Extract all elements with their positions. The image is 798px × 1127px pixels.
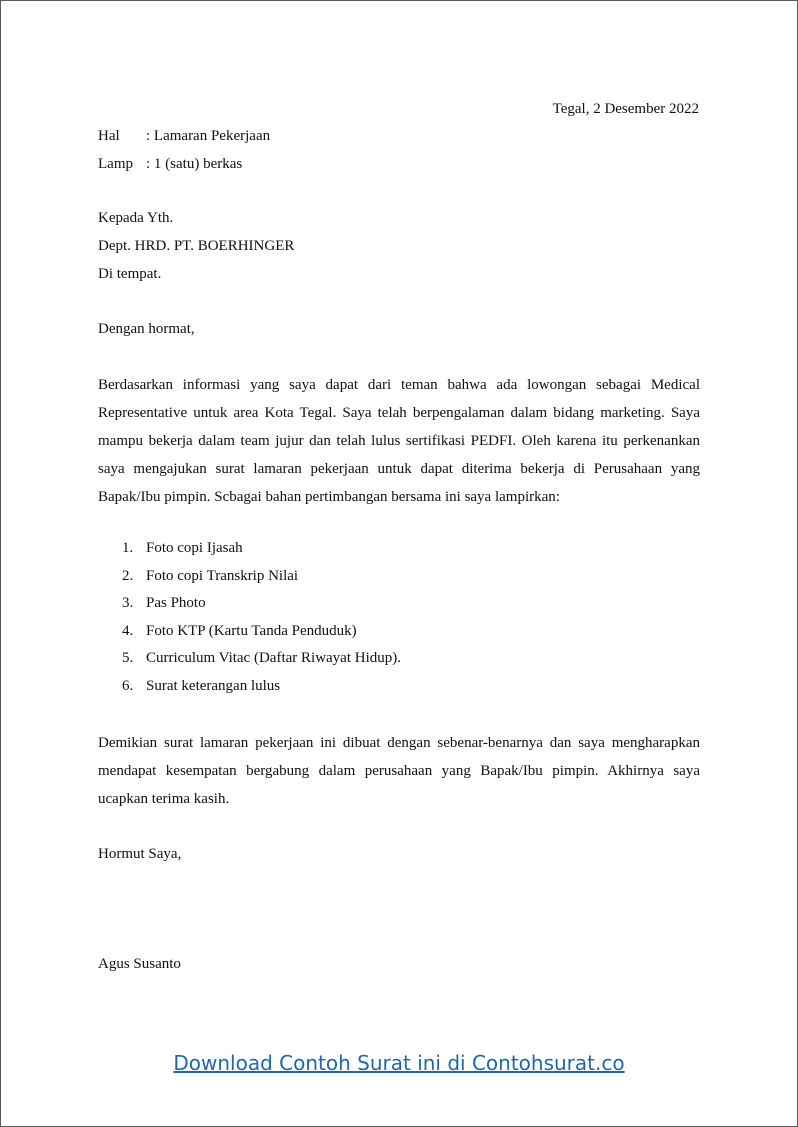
attachment-count-value: : 1 (satu) berkas (146, 156, 243, 172)
list-item-text: Foto KTP (Kartu Tanda Penduduk) (146, 622, 357, 639)
attachment-count-key: Lamp (98, 156, 133, 172)
list-item-text: Curriculum Vitac (Daftar Riwayat Hidup). (146, 650, 401, 667)
recipient-line-1: Kepada Yth. (98, 210, 174, 226)
list-item-number: 6. (122, 677, 134, 694)
list-item (98, 590, 700, 618)
signature-name: Agus Susanto (98, 956, 181, 972)
list-item-number: 3. (122, 595, 134, 612)
list-item-text: Foto copi Ijasah (146, 540, 243, 556)
recipient-block (98, 204, 700, 288)
list-item-number: 4. (122, 622, 134, 639)
list-item-text: Foto copi Transkrip Nilai (146, 567, 299, 584)
list-item-number: 1. (122, 540, 134, 556)
list-item (98, 618, 700, 646)
closing-paragraph: Demikian surat lamaran pekerjaan ini dibuat dengan sebenar-benarnya dan saya mengharapkan mendapat kesempatan bergabung dalam perusahaan yang Bapak/Ibu pimpin. Akhirnya saya ucapkan terima kasih. (98, 735, 700, 807)
recipient-line-2: Dept. HRD. PT. BOERHINGER (98, 238, 295, 254)
list-item-number: 2. (122, 567, 134, 584)
subject-value: : Lamaran Pekerjaan (146, 128, 271, 144)
subject-row (98, 122, 270, 150)
signoff: Hormut Saya, (98, 846, 182, 862)
list-item-text: Surat keterangan lulus (146, 677, 281, 694)
attachment-list (98, 535, 700, 701)
subject-key: Hal (98, 128, 120, 144)
list-item-text: Pas Photo (146, 595, 206, 612)
letter-date: Tegal, 2 Desember 2022 (552, 101, 699, 117)
list-item (98, 673, 700, 701)
list-item (98, 563, 700, 591)
list-item (98, 645, 700, 673)
greeting: Dengan hormat, (98, 321, 195, 337)
body-paragraph: Berdasarkan informasi yang saya dapat dari teman bahwa ada lowongan sebagai Medical Representative untuk area Kota Tegal. Saya telah berpengalaman dalam bidang marketing. Saya mampu bekerja dalam team jujur dan telah lulus sertifikasi PEDFI. Oleh karena itu perkenankan saya mengajukan surat lamaran pekerjaan untuk dapat diterima bekerja di Perusahaan yang Bapak/Ibu pimpin. Scbagai bahan pertimbangan bersama ini saya lampirkan: (98, 377, 700, 505)
attachment-count-row (98, 150, 242, 178)
list-item-number: 5. (122, 650, 134, 667)
list-item (98, 535, 700, 563)
download-link[interactable]: Download Contoh Surat ini di Contohsurat.co (173, 1051, 625, 1075)
recipient-line-3: Di tempat. (98, 266, 162, 282)
